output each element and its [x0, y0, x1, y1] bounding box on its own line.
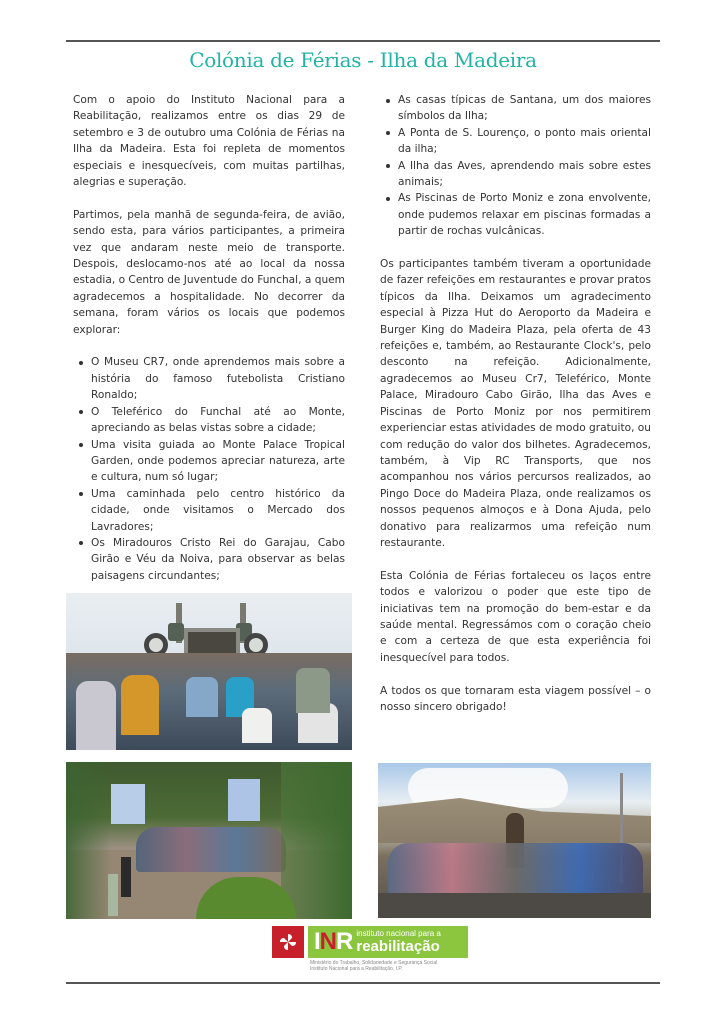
- places-list-part1: [73, 354, 345, 584]
- right-column: [380, 92, 651, 715]
- logo-sub-line1: Ministério do Trabalho, Solidariedade e Segurança Social: [310, 960, 438, 966]
- list-item: A Ponta de S. Lourenço, o ponto mais oriental da ilha;: [398, 125, 651, 158]
- logo-big-text: reabilitação: [356, 938, 440, 955]
- list-item: As casas típicas de Santana, um dos maiores símbolos da Ilha;: [398, 92, 651, 125]
- list-item: O Teleférico do Funchal até ao Monte, apreciando as belas vistas sobre a cidade;: [91, 404, 345, 437]
- republic-emblem-icon: [272, 926, 304, 958]
- list-item: Uma visita guiada ao Monte Palace Tropical Garden, onde podemos apreciar natureza, arte e cultura, num só lugar;: [91, 437, 345, 486]
- list-item: Os Miradouros Cristo Rei do Garajau, Cabo Girão e Véu da Noiva, para observar as belas paisagens circundantes;: [91, 535, 345, 584]
- closing-paragraph: A todos os que tornaram esta viagem possível – o nosso sincero obrigado!: [380, 684, 651, 713]
- meals-thanks-paragraph: Os participantes também tiveram a oportunidade de fazer refeições em restaurantes e provar pratos típicos da Ilha. Deixamos um agradecimento especial à Pizza Hut do Aeroporto da Madeira e Burger King do Madeira Plaza, pela oferta de 43 refeições e, também, ao Restaurante Clock's, pelo desconto na refeição. Adicionalmente, agradecemos ao Museu Cr7, Teleférico, Monte Palace, Miradouro Cabo Girão, Ilha das Aves e Piscinas de Porto Moniz por nos permitirem experienciar estas atividades de modo gratuito, ou com redução do valor dos bilhetes. Agradecemos, também, à Vip RC Transports, que nos acompanhou nos vários percursos realizados, ao Pingo Doce do Madeira Plaza, onde realizamos os nossos pequenos almoços e à Dona Ajuda, pelo donativo para realizarmos uma refeição num restaurante.: [380, 258, 652, 549]
- logo-small-text: instituto nacional para a: [356, 929, 441, 938]
- list-item: O Museu CR7, onde aprendemos mais sobre a história do famoso futebolista Cristiano Ronaldo;: [91, 354, 345, 403]
- bottom-divider: [66, 982, 660, 984]
- places-list-part2: [380, 92, 651, 240]
- logo-subtitle: [310, 960, 510, 972]
- group-photo-building: [66, 593, 352, 750]
- list-item: A Ilha das Aves, aprendendo mais sobre estes animais;: [398, 158, 651, 191]
- conclusion-paragraph: Esta Colónia de Férias fortaleceu os laços entre todos e valorizou o poder que este tipo de iniciativas tem na promoção do bem-estar e da saúde mental. Regressámos com o coração cheio e com a certeza de que esta experiência foi inesquecível para todos.: [380, 569, 651, 664]
- page-title: Colónia de Férias - Ilha da Madeira: [189, 48, 537, 72]
- list-item: As Piscinas de Porto Moniz e zona envolvente, onde pudemos relaxar em piscinas formadas a partir de rochas vulcânicas.: [398, 190, 651, 239]
- top-divider: [66, 40, 660, 42]
- group-photo-garden: [66, 762, 352, 919]
- group-photo-statue: [378, 763, 651, 918]
- left-column: [73, 92, 345, 584]
- journey-paragraph: Partimos, pela manhã de segunda-feira, de avião, sendo esta, para vários participantes, a primeira vez que andaram neste meio de transporte. Despois, deslocamo-nos até ao local da nossa estadia, o Centro de Juventude do Funchal, a quem agradecemos a hospitalidade. No decorrer da semana, foram vários os locais que podemos explorar:: [73, 208, 345, 336]
- logo-sub-line2: Instituto Nacional para a Reabilitação, I.P.: [310, 966, 403, 972]
- inr-mark: INR: [314, 928, 353, 955]
- intro-paragraph: Com o apoio do Instituto Nacional para a Reabilitação, realizamos entre os dias 29 de setembro e 3 de outubro uma Colónia de Férias na Ilha da Madeira. Esta foi repleta de momentos especiais e inesquecíveis, com muitas partilhas, alegrias e superação.: [73, 94, 345, 189]
- inr-logo-block: [308, 926, 468, 958]
- list-item: Uma caminhada pelo centro histórico da cidade, onde visitamos o Mercado dos Lavradores;: [91, 486, 345, 535]
